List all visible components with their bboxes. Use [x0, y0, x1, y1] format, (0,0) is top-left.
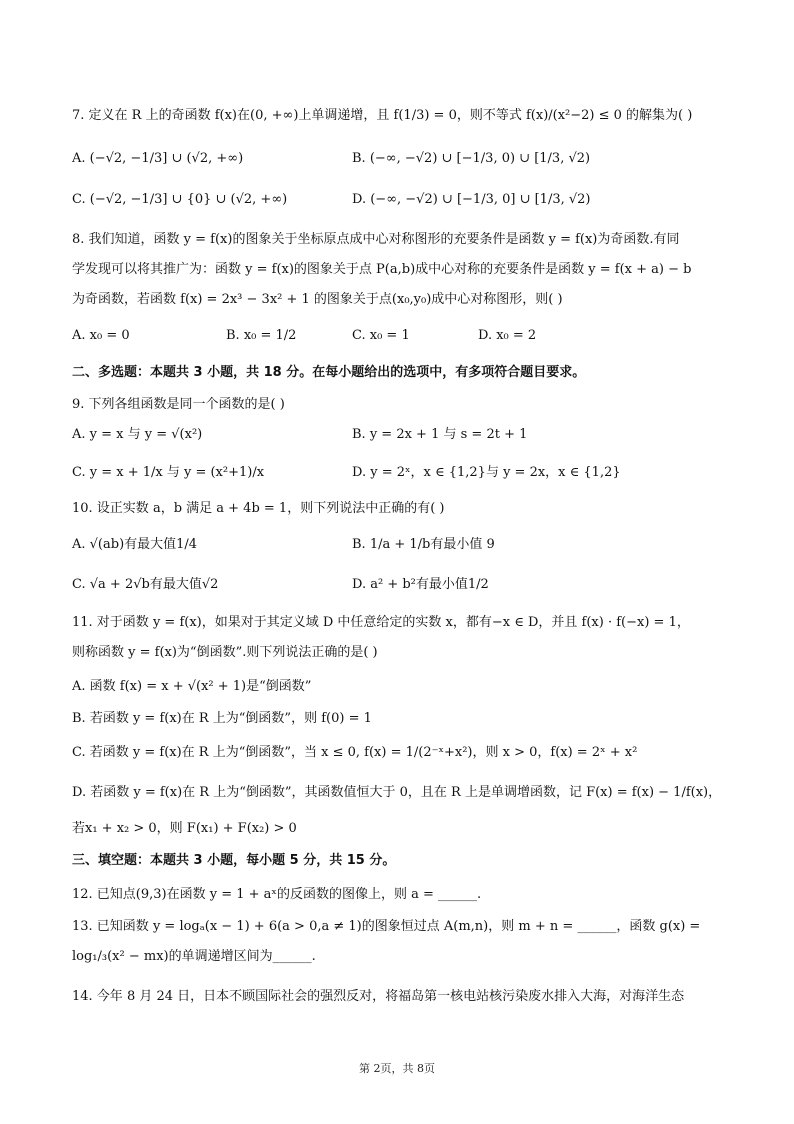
q8-line-3: 为奇函数，若函数 f(x) = 2x³ − 3x² + 1 的图象关于点(x₀,y₀)成中心对称图形，则( )	[72, 292, 563, 307]
q11-option-d-line-1: D. 若函数 y = f(x)在 R 上为“倒函数”，其函数值恒大于 0，且在 R 上是单调增函数，记 F(x) = f(x) − 1/f(x)，	[72, 785, 722, 800]
q10-option-c: C. √a + 2√b有最大值√2	[72, 577, 219, 592]
q12-text: 12. 已知点(9,3)在函数 y = 1 + aˣ的反函数的图像上，则 a = ______.	[72, 887, 482, 902]
page-footer: 第 2页，共 8页	[359, 1062, 435, 1075]
q8-option-c: C. x₀ = 1	[352, 328, 410, 343]
q9-option-c: C. y = x + 1/x 与 y = (x²+1)/x	[72, 465, 265, 480]
q9-option-a: A. y = x 与 y = √(x²)	[72, 427, 203, 442]
q10-option-b: B. 1/a + 1/b有最小值 9	[352, 537, 495, 552]
q10-stem: 10. 设正实数 a，b 满足 a + 4b = 1，则下列说法中正确的有( )	[72, 501, 445, 516]
q9-option-b: B. y = 2x + 1 与 s = 2t + 1	[352, 427, 528, 442]
q7-stem: 7. 定义在 R 上的奇函数 f(x)在(0, +∞)上单调递增，且 f(1/3) = 0，则不等式 f(x)/(x²−2) ≤ 0 的解集为( )	[72, 108, 693, 123]
q8-line-2: 学发现可以将其推广为：函数 y = f(x)的图象关于点 P(a,b)成中心对称的充要条件是函数 y = f(x + a) − b	[72, 262, 692, 277]
q10-option-a: A. √(ab)有最大值1/4	[72, 537, 198, 552]
section-2-heading: 二、多选题：本题共 3 小题，共 18 分。在每小题给出的选项中，有多项符合题目要求。	[72, 365, 586, 380]
q11-line-1: 11. 对于函数 y = f(x)，如果对于其定义域 D 中任意给定的实数 x，都有−x ∈ D，并且 f(x) · f(−x) = 1，	[72, 615, 690, 630]
q11-option-b: B. 若函数 y = f(x)在 R 上为“倒函数”，则 f(0) = 1	[72, 711, 372, 726]
section-3-heading: 三、填空题：本题共 3 小题，每小题 5 分，共 15 分。	[72, 853, 396, 868]
q7-option-b: B. (−∞, −√2) ∪ [−1/3, 0) ∪ [1/3, √2)	[352, 151, 591, 166]
q8-option-d: D. x₀ = 2	[478, 328, 537, 343]
q10-option-d: D. a² + b²有最小值1/2	[352, 577, 489, 592]
q13-line-2: log₁/₃(x² − mx)的单调递增区间为______.	[72, 949, 316, 964]
q11-option-c: C. 若函数 y = f(x)在 R 上为“倒函数”，当 x ≤ 0, f(x) = 1/(2⁻ˣ+x²)，则 x > 0，f(x) = 2ˣ + x²	[72, 745, 638, 760]
q11-line-2: 则称函数 y = f(x)为“倒函数”.则下列说法正确的是( )	[72, 645, 378, 660]
q7-option-d: D. (−∞, −√2) ∪ [−1/3, 0] ∪ [1/3, √2)	[352, 192, 591, 207]
q7-option-a: A. (−√2, −1/3] ∪ (√2, +∞)	[72, 151, 244, 166]
q11-option-a: A. 函数 f(x) = x + √(x² + 1)是“倒函数”	[72, 679, 312, 694]
q7-option-c: C. (−√2, −1/3] ∪ {0} ∪ (√2, +∞)	[72, 192, 288, 207]
q9-stem: 9. 下列各组函数是同一个函数的是( )	[72, 397, 285, 412]
q13-line-1: 13. 已知函数 y = logₐ(x − 1) + 6(a > 0,a ≠ 1)的图象恒过点 A(m,n)，则 m + n = ______，函数 g(x) =	[72, 919, 701, 934]
q9-option-d: D. y = 2ˣ，x ∈ {1,2}与 y = 2x，x ∈ {1,2}	[352, 465, 621, 480]
q8-line-1: 8. 我们知道，函数 y = f(x)的图象关于坐标原点成中心对称图形的充要条件是函数 y = f(x)为奇函数.有同	[72, 232, 680, 247]
q11-option-d-line-2: 若x₁ + x₂ > 0，则 F(x₁) + F(x₂) > 0	[72, 821, 297, 836]
q8-option-b: B. x₀ = 1/2	[226, 328, 297, 343]
q8-option-a: A. x₀ = 0	[72, 328, 130, 343]
q14-text: 14. 今年 8 月 24 日，日本不顾国际社会的强烈反对，将福岛第一核电站核污染废水排入大海，对海洋生态	[72, 989, 685, 1004]
